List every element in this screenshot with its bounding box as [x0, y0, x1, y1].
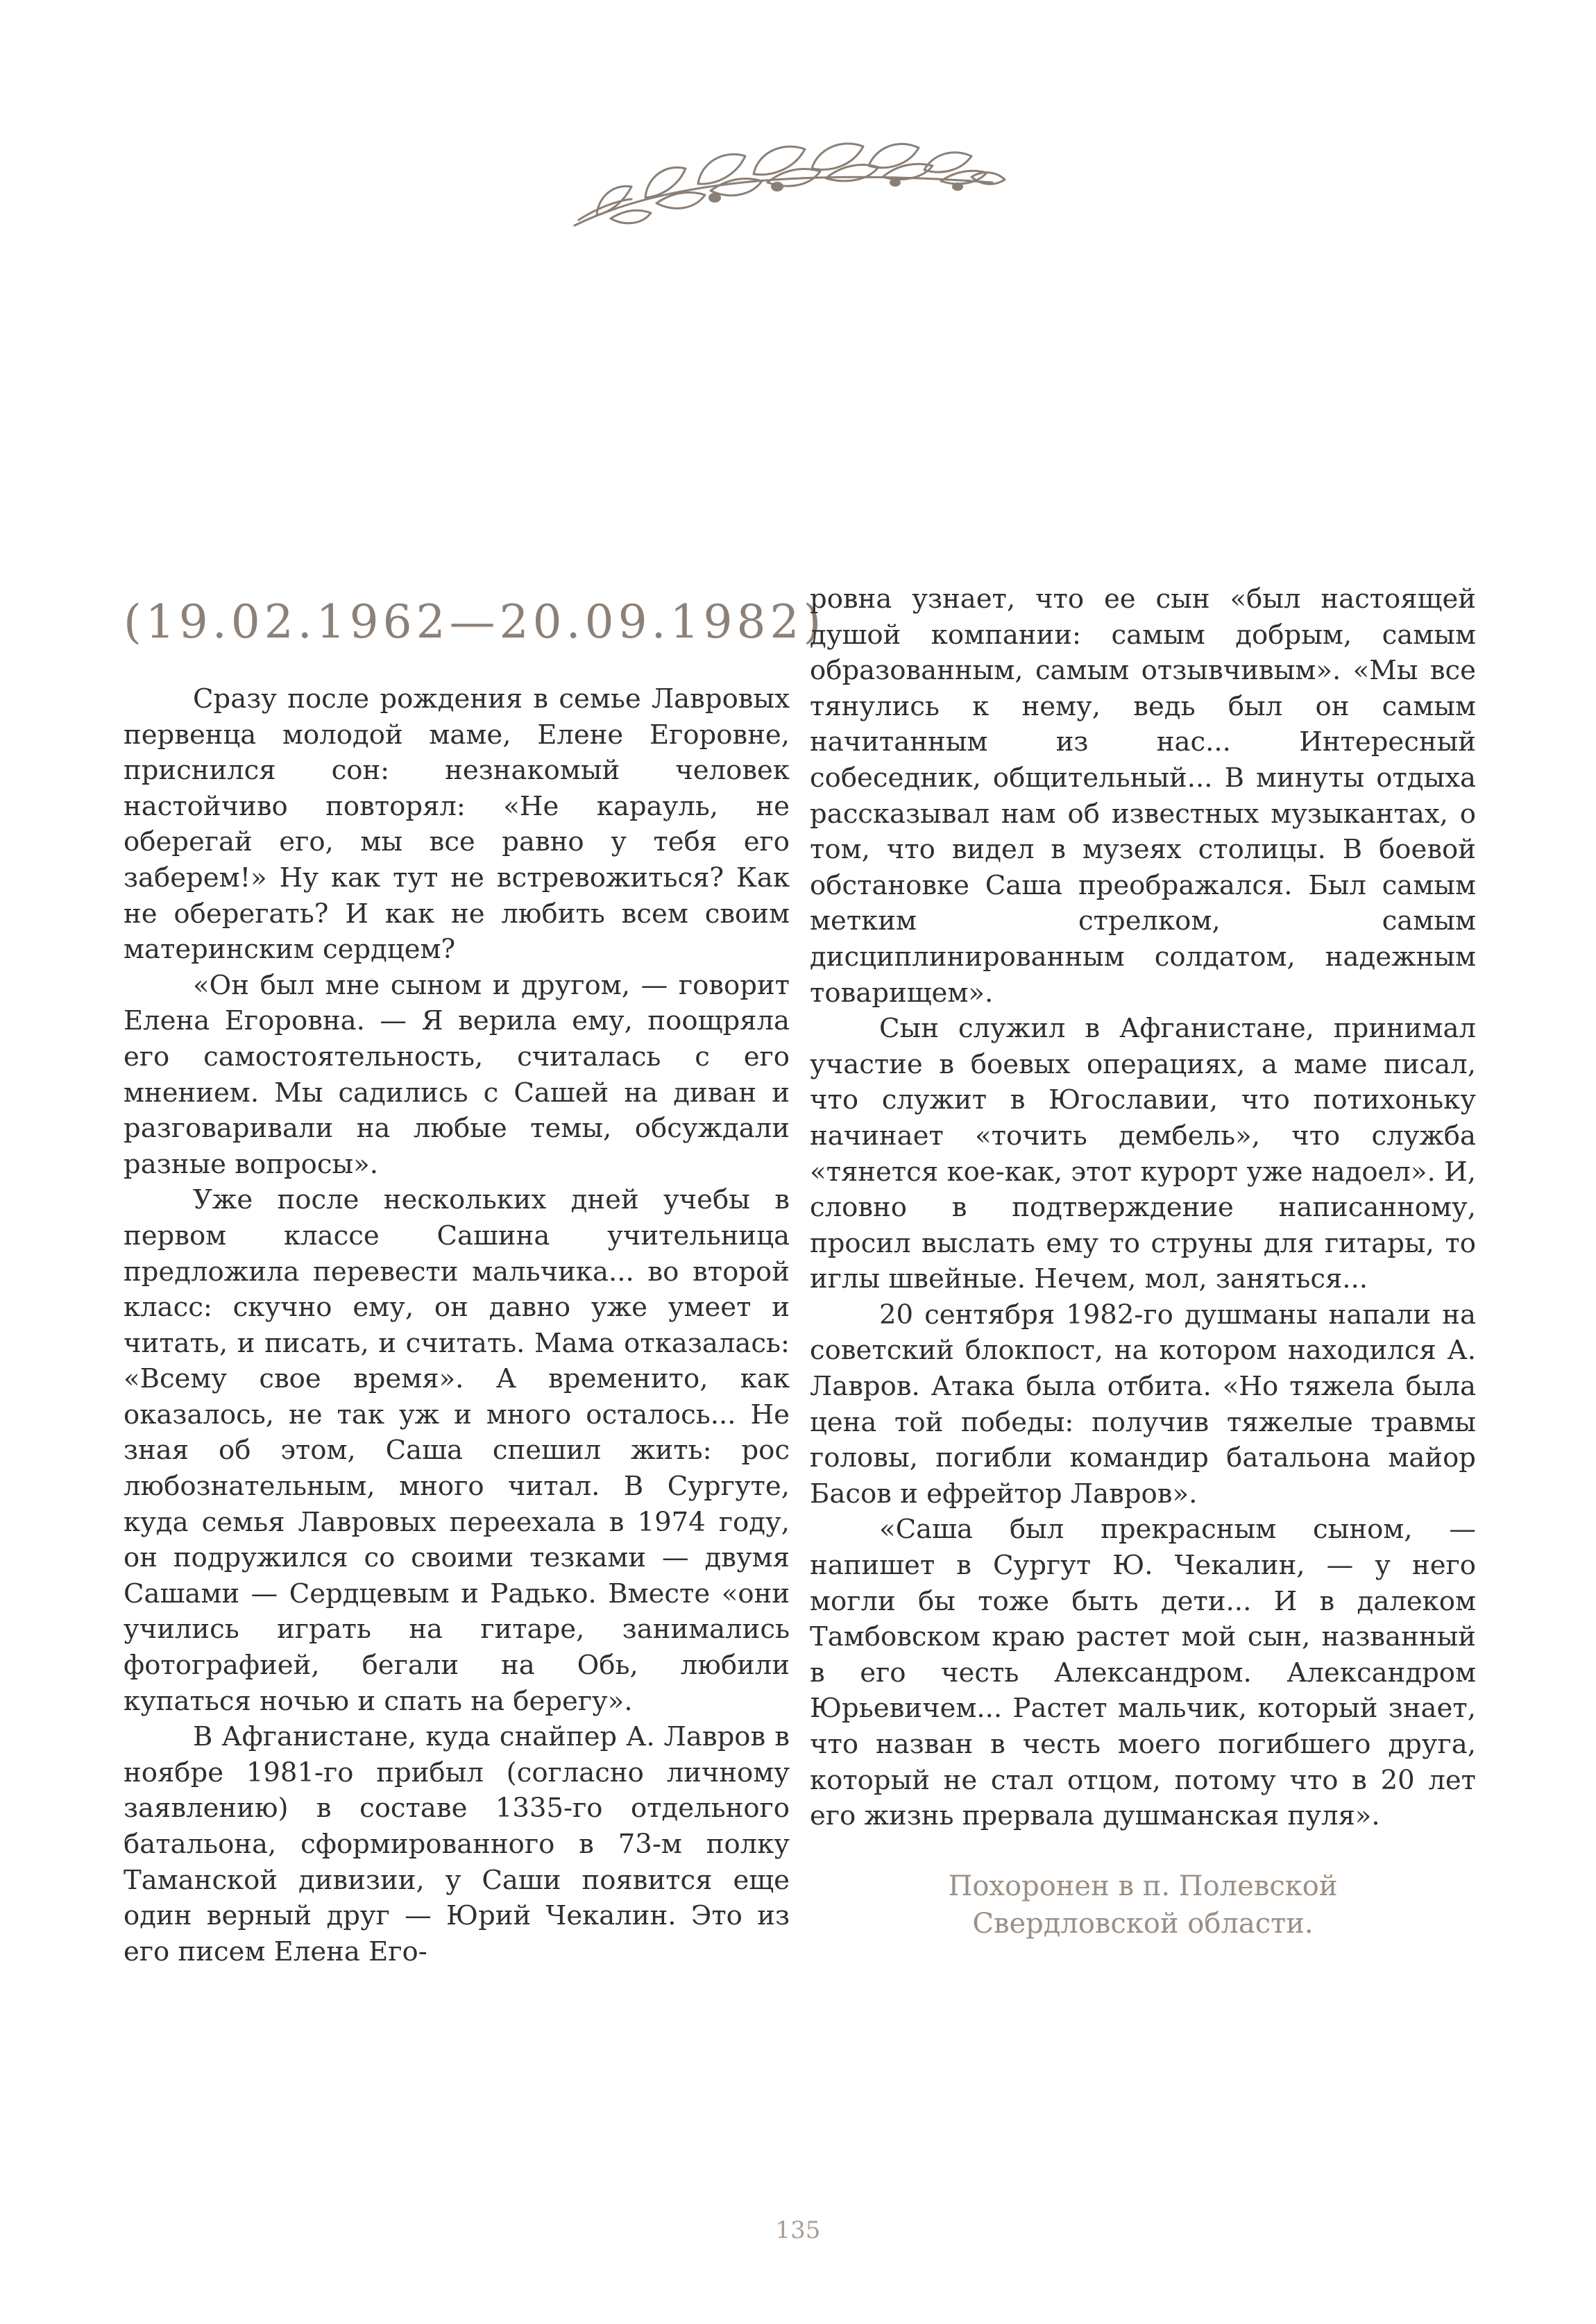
laurel-branch-icon — [569, 114, 1013, 239]
paragraph: «Саша был прекрасным сыном, — напишет в Сургут Ю. Чекалин, — у него могли бы тоже быть дети... И в далеком Тамбовском краю растет мой сын, названный в его честь Александром. Александром Юрьевичем... Растет мальчик, который знает, что назван в честь моего погибшего друга, который не стал отцом, потому что в 20 лет его жизнь прервала душманская пуля». — [810, 1514, 1476, 1832]
paragraph: Сын служил в Афганистане, принимал участие в боевых операциях, а маме писал, что служит в Югославии, что потихоньку начинает «точить дембель», что служба «тянется кое-как, этот курорт уже надоел». И, словно в подтверждение написанному, просил выслать ему то струны для гитары, то иглы швейные. Нечем, мол, заняться... — [810, 1013, 1476, 1295]
burial-line-1: Похоронен в п. Полевской — [948, 1870, 1338, 1902]
text-column-right — [810, 581, 1476, 1942]
paragraph-continued: ровна узнает, что ее сын «был настоящей душой компании: самым добрым, самым образованным, самым отзывчивым». «Мы все тянулись к нему, ведь был он самым начитанным из нас... Интересный собеседник, общительный... В минуты отдыха рассказывал нам об известных музыкантах, о том, что видел в музеях столицы. В боевой обстановке Саша преображался. Был самым метким стрелком, самым дисциплинированным солдатом, надежным товарищем». — [810, 583, 1476, 1009]
burial-note — [810, 1868, 1476, 1942]
page-number: 135 — [775, 2216, 821, 2244]
paragraph: Уже после нескольких дней учебы в первом классе Сашина учительница предложила перевести мальчика... во второй класс: скучно ему, он давно уже умеет и читать, и писать, и считать. Мама отказалась: «Всему свое время». А временито, как оказалось, не так уж и много осталось... Не зная об этом, Саша спешил жить: рос любознательным, много читал. В Сургуте, куда семья Лавровых переехала в 1974 году, он подружился со своими тезками — двумя Сашами — Сердцевым и Радько. Вместе «они учились играть на гитаре, занимались фотографией, бегали на Обь, любили купаться ночью и спать на берегу». — [124, 1184, 790, 1717]
paragraph: Сразу после рождения в семье Лавровых первенца молодой маме, Елене Егоровне, приснился сон: незнакомый человек настойчиво повторял: «Не карауль, не оберегай его, мы все равно у тебя его заберем!» Ну как тут не встревожиться? Как не оберегать? И как не любить всем своим материнским сердцем? — [124, 683, 790, 966]
burial-line-2: Свердловской области. — [972, 1907, 1314, 1940]
text-column-left — [124, 681, 790, 1970]
paragraph: В Афганистане, куда снайпер А. Лавров в ноябре 1981-го прибыл (согласно личному заявлению) в составе 1335-го отдельного батальона, сформированного в 73-м полку Таманской дивизии, у Саши появится еще один верный друг — Юрий Чекалин. Это из его писем Елена Его- — [124, 1721, 790, 1967]
paragraph: 20 сентября 1982-го душманы напали на советский блокпост, на котором находился А. Лавров. Атака была отбита. «Но тяжела была цена той победы: получив тяжелые травмы головы, погибли командир батальона майор Басов и ефрейтор Лавров». — [810, 1299, 1476, 1510]
life-dates-heading: (19.02.1962—20.09.1982) — [124, 595, 826, 649]
paragraph: «Он был мне сыном и другом, — говорит Елена Егоровна. — Я верила ему, поощряла его самостоятельность, считалась с его мнением. Мы садились с Сашей на диван и разговаривали на любые темы, обсуждали разные вопросы». — [124, 969, 790, 1180]
